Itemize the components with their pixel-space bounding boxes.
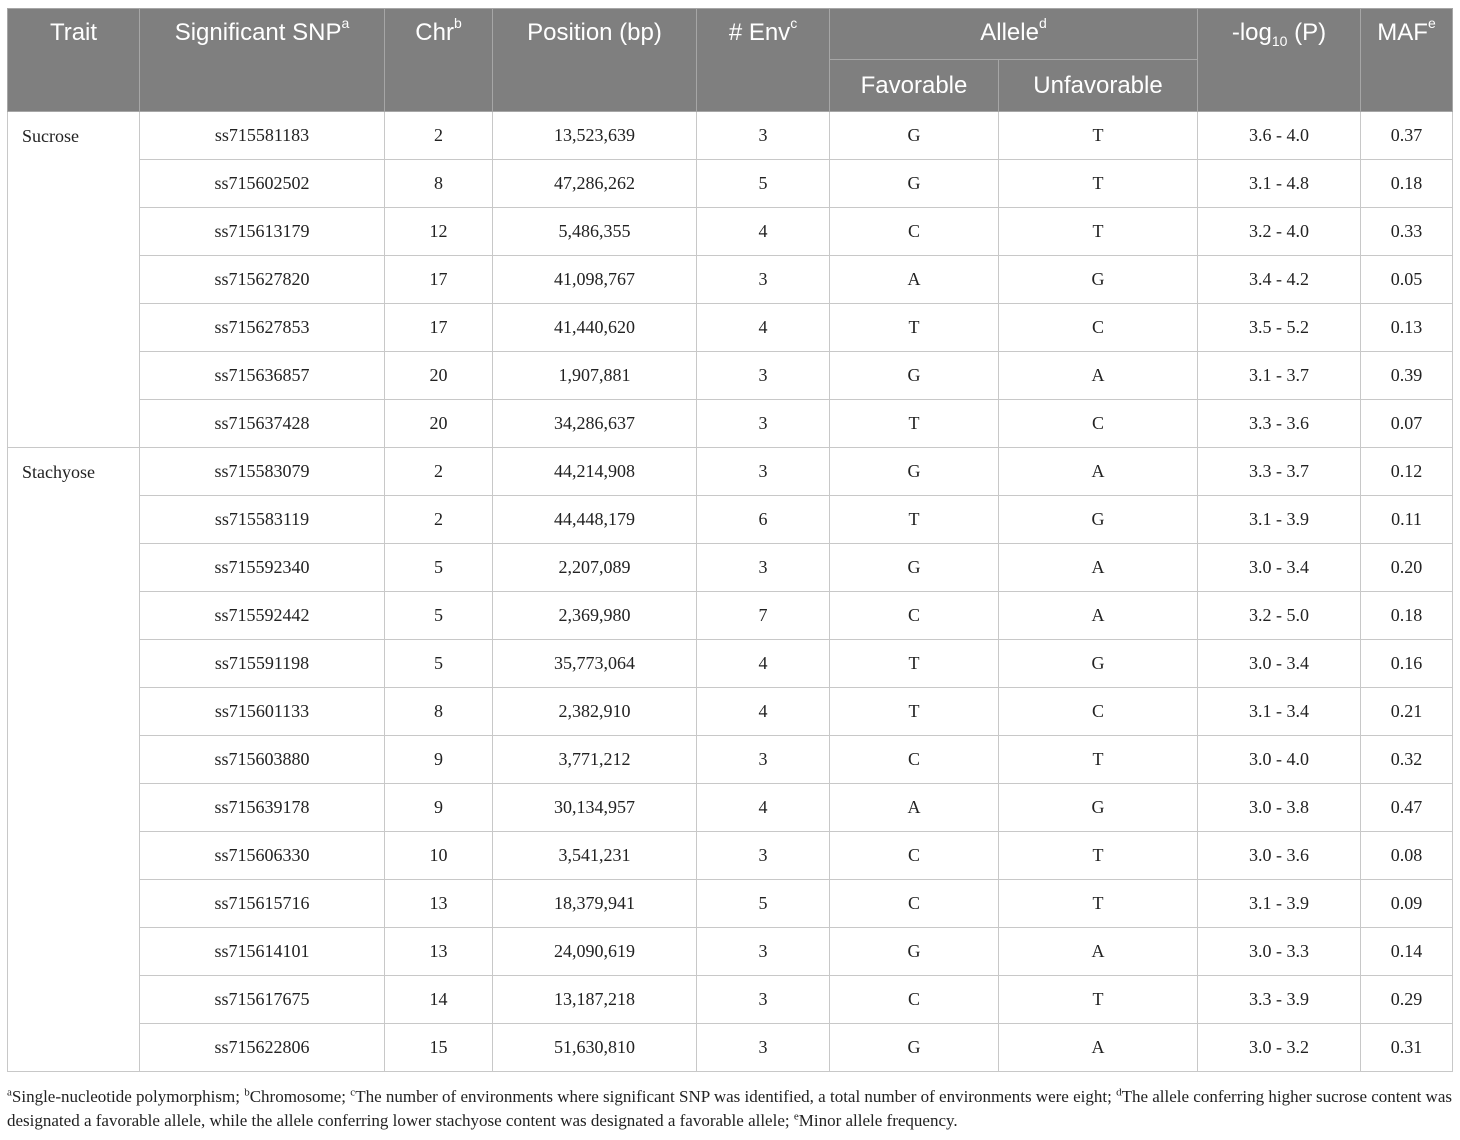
header-unfavorable: Unfavorable [999, 60, 1198, 112]
env-cell: 3 [697, 544, 830, 592]
favorable-allele-cell: A [830, 784, 999, 832]
env-cell: 4 [697, 208, 830, 256]
snp-cell: ss715617675 [140, 976, 385, 1024]
footnote-text: Minor allele frequency. [798, 1111, 958, 1130]
unfavorable-allele-cell: C [999, 400, 1198, 448]
env-cell: 3 [697, 928, 830, 976]
table-row [8, 496, 1453, 544]
footnote-mark: e [793, 1110, 799, 1123]
log-p-cell: 3.0 - 3.4 [1198, 640, 1361, 688]
env-cell: 3 [697, 976, 830, 1024]
maf-cell: 0.37 [1361, 112, 1453, 160]
chr-cell: 13 [385, 928, 493, 976]
table-row [8, 784, 1453, 832]
position-cell: 3,771,212 [493, 736, 697, 784]
chr-cell: 8 [385, 160, 493, 208]
chr-cell: 2 [385, 112, 493, 160]
log-p-cell: 3.0 - 3.8 [1198, 784, 1361, 832]
log-p-cell: 3.0 - 4.0 [1198, 736, 1361, 784]
table-row [8, 928, 1453, 976]
log-p-cell: 3.2 - 5.0 [1198, 592, 1361, 640]
favorable-allele-cell: C [830, 880, 999, 928]
favorable-allele-cell: C [830, 736, 999, 784]
position-cell: 3,541,231 [493, 832, 697, 880]
snp-table-container [7, 8, 1452, 1072]
snp-cell: ss715592340 [140, 544, 385, 592]
snp-cell: ss715583079 [140, 448, 385, 496]
maf-cell: 0.12 [1361, 448, 1453, 496]
env-cell: 7 [697, 592, 830, 640]
snp-cell: ss715613179 [140, 208, 385, 256]
position-cell: 30,134,957 [493, 784, 697, 832]
table-row [8, 640, 1453, 688]
footnote-mark: c [350, 1086, 356, 1099]
maf-cell: 0.18 [1361, 592, 1453, 640]
log-p-cell: 3.0 - 3.6 [1198, 832, 1361, 880]
significant-snp-table [7, 8, 1453, 1072]
unfavorable-allele-cell: A [999, 1024, 1198, 1072]
maf-cell: 0.39 [1361, 352, 1453, 400]
snp-cell: ss715606330 [140, 832, 385, 880]
env-cell: 5 [697, 160, 830, 208]
log-p-cell: 3.1 - 3.7 [1198, 352, 1361, 400]
table-row [8, 400, 1453, 448]
chr-cell: 12 [385, 208, 493, 256]
env-cell: 3 [697, 352, 830, 400]
position-cell: 1,907,881 [493, 352, 697, 400]
footnote-mark: b [244, 1086, 250, 1099]
log-p-cell: 3.4 - 4.2 [1198, 256, 1361, 304]
env-cell: 4 [697, 304, 830, 352]
trait-cell: Sucrose [8, 112, 140, 448]
snp-cell: ss715614101 [140, 928, 385, 976]
header-trait: Trait [8, 9, 140, 112]
log-p-cell: 3.0 - 3.4 [1198, 544, 1361, 592]
table-row [8, 160, 1453, 208]
snp-cell: ss715622806 [140, 1024, 385, 1072]
unfavorable-allele-cell: G [999, 256, 1198, 304]
favorable-allele-cell: G [830, 544, 999, 592]
position-cell: 2,382,910 [493, 688, 697, 736]
table-row [8, 592, 1453, 640]
maf-cell: 0.08 [1361, 832, 1453, 880]
footnote-mark: a [7, 1086, 12, 1099]
favorable-allele-cell: A [830, 256, 999, 304]
unfavorable-allele-cell: G [999, 496, 1198, 544]
log-p-cell: 3.0 - 3.3 [1198, 928, 1361, 976]
env-cell: 3 [697, 832, 830, 880]
snp-cell: ss715615716 [140, 880, 385, 928]
env-cell: 4 [697, 688, 830, 736]
log-p-cell: 3.1 - 3.9 [1198, 880, 1361, 928]
unfavorable-allele-cell: T [999, 208, 1198, 256]
table-row [8, 352, 1453, 400]
snp-cell: ss715627820 [140, 256, 385, 304]
maf-cell: 0.09 [1361, 880, 1453, 928]
table-row [8, 976, 1453, 1024]
snp-cell: ss715602502 [140, 160, 385, 208]
position-cell: 24,090,619 [493, 928, 697, 976]
header-maf: MAF$^e$ [1361, 9, 1453, 112]
favorable-allele-cell: T [830, 640, 999, 688]
env-cell: 3 [697, 256, 830, 304]
snp-cell: ss715636857 [140, 352, 385, 400]
snp-cell: ss715591198 [140, 640, 385, 688]
table-row [8, 544, 1453, 592]
unfavorable-allele-cell: T [999, 112, 1198, 160]
table-row [8, 832, 1453, 880]
position-cell: 35,773,064 [493, 640, 697, 688]
maf-cell: 0.16 [1361, 640, 1453, 688]
position-cell: 47,286,262 [493, 160, 697, 208]
favorable-allele-cell: C [830, 208, 999, 256]
table-row [8, 688, 1453, 736]
footnote-text: The allele conferring higher sucrose content was designated a favorable allele, while the allele conferring lower stachyose content was designated a favorable allele; [7, 1087, 1452, 1130]
chr-cell: 9 [385, 784, 493, 832]
chr-cell: 20 [385, 352, 493, 400]
footnote-text: The number of environments where significant SNP was identified, a total number of environments were eight; [355, 1087, 1117, 1106]
maf-cell: 0.14 [1361, 928, 1453, 976]
chr-cell: 8 [385, 688, 493, 736]
favorable-allele-cell: C [830, 976, 999, 1024]
header-position: Position (bp) [493, 9, 697, 112]
table-row [8, 448, 1453, 496]
env-cell: 3 [697, 1024, 830, 1072]
log-p-cell: 3.3 - 3.6 [1198, 400, 1361, 448]
table-row [8, 880, 1453, 928]
favorable-allele-cell: C [830, 592, 999, 640]
table-row [8, 736, 1453, 784]
snp-cell: ss715592442 [140, 592, 385, 640]
maf-cell: 0.18 [1361, 160, 1453, 208]
unfavorable-allele-cell: A [999, 592, 1198, 640]
snp-cell: ss715601133 [140, 688, 385, 736]
favorable-allele-cell: T [830, 400, 999, 448]
position-cell: 5,486,355 [493, 208, 697, 256]
header-favorable: Favorable [830, 60, 999, 112]
unfavorable-allele-cell: G [999, 784, 1198, 832]
chr-cell: 5 [385, 592, 493, 640]
table-row [8, 304, 1453, 352]
maf-cell: 0.47 [1361, 784, 1453, 832]
unfavorable-allele-cell: A [999, 352, 1198, 400]
table-footnotes [7, 1085, 1457, 1133]
position-cell: 41,440,620 [493, 304, 697, 352]
table-row [8, 112, 1453, 160]
position-cell: 44,214,908 [493, 448, 697, 496]
trait-cell: Stachyose [8, 448, 140, 1072]
maf-cell: 0.31 [1361, 1024, 1453, 1072]
log-p-cell: 3.6 - 4.0 [1198, 112, 1361, 160]
env-cell: 3 [697, 448, 830, 496]
env-cell: 6 [697, 496, 830, 544]
snp-cell: ss715603880 [140, 736, 385, 784]
chr-cell: 5 [385, 544, 493, 592]
log-p-cell: 3.1 - 3.9 [1198, 496, 1361, 544]
header-allele: Allele$^d$ [830, 9, 1198, 60]
header-log-p: $-\log_{10}$ (P) [1198, 9, 1361, 112]
position-cell: 13,187,218 [493, 976, 697, 1024]
position-cell: 13,523,639 [493, 112, 697, 160]
position-cell: 51,630,810 [493, 1024, 697, 1072]
unfavorable-allele-cell: T [999, 736, 1198, 784]
favorable-allele-cell: C [830, 832, 999, 880]
chr-cell: 20 [385, 400, 493, 448]
unfavorable-allele-cell: A [999, 448, 1198, 496]
env-cell: 4 [697, 784, 830, 832]
footnote-mark: d [1116, 1086, 1122, 1099]
log-p-cell: 3.1 - 4.8 [1198, 160, 1361, 208]
favorable-allele-cell: G [830, 160, 999, 208]
favorable-allele-cell: T [830, 496, 999, 544]
chr-cell: 2 [385, 496, 493, 544]
favorable-allele-cell: G [830, 928, 999, 976]
snp-cell: ss715639178 [140, 784, 385, 832]
table-body [8, 112, 1453, 1072]
position-cell: 34,286,637 [493, 400, 697, 448]
favorable-allele-cell: G [830, 1024, 999, 1072]
maf-cell: 0.29 [1361, 976, 1453, 1024]
snp-cell: ss715627853 [140, 304, 385, 352]
favorable-allele-cell: T [830, 688, 999, 736]
maf-cell: 0.21 [1361, 688, 1453, 736]
chr-cell: 5 [385, 640, 493, 688]
env-cell: 3 [697, 736, 830, 784]
table-row [8, 256, 1453, 304]
footnote-text: Chromosome; [249, 1087, 351, 1106]
log-p-cell: 3.3 - 3.9 [1198, 976, 1361, 1024]
chr-cell: 17 [385, 256, 493, 304]
snp-cell: ss715637428 [140, 400, 385, 448]
table-row [8, 1024, 1453, 1072]
chr-cell: 15 [385, 1024, 493, 1072]
chr-cell: 14 [385, 976, 493, 1024]
maf-cell: 0.33 [1361, 208, 1453, 256]
log-p-cell: 3.2 - 4.0 [1198, 208, 1361, 256]
maf-cell: 0.20 [1361, 544, 1453, 592]
table-row [8, 208, 1453, 256]
favorable-allele-cell: G [830, 352, 999, 400]
chr-cell: 2 [385, 448, 493, 496]
favorable-allele-cell: T [830, 304, 999, 352]
favorable-allele-cell: G [830, 448, 999, 496]
header-chr: Chr$^b$ [385, 9, 493, 112]
position-cell: 18,379,941 [493, 880, 697, 928]
env-cell: 3 [697, 112, 830, 160]
unfavorable-allele-cell: A [999, 928, 1198, 976]
header-significant-snp: Significant SNP$^a$ [140, 9, 385, 112]
env-cell: 5 [697, 880, 830, 928]
chr-cell: 13 [385, 880, 493, 928]
maf-cell: 0.32 [1361, 736, 1453, 784]
env-cell: 4 [697, 640, 830, 688]
maf-cell: 0.05 [1361, 256, 1453, 304]
log-p-cell: 3.0 - 3.2 [1198, 1024, 1361, 1072]
unfavorable-allele-cell: T [999, 880, 1198, 928]
unfavorable-allele-cell: T [999, 832, 1198, 880]
snp-cell: ss715583119 [140, 496, 385, 544]
favorable-allele-cell: G [830, 112, 999, 160]
unfavorable-allele-cell: A [999, 544, 1198, 592]
maf-cell: 0.11 [1361, 496, 1453, 544]
log-p-cell: 3.1 - 3.4 [1198, 688, 1361, 736]
unfavorable-allele-cell: T [999, 160, 1198, 208]
maf-cell: 0.13 [1361, 304, 1453, 352]
chr-cell: 9 [385, 736, 493, 784]
position-cell: 2,207,089 [493, 544, 697, 592]
position-cell: 41,098,767 [493, 256, 697, 304]
chr-cell: 17 [385, 304, 493, 352]
chr-cell: 10 [385, 832, 493, 880]
env-cell: 3 [697, 400, 830, 448]
position-cell: 44,448,179 [493, 496, 697, 544]
maf-cell: 0.07 [1361, 400, 1453, 448]
table-header [8, 9, 1453, 112]
footnote-text: Single-nucleotide polymorphism; [11, 1087, 245, 1106]
unfavorable-allele-cell: C [999, 304, 1198, 352]
unfavorable-allele-cell: C [999, 688, 1198, 736]
snp-cell: ss715581183 [140, 112, 385, 160]
position-cell: 2,369,980 [493, 592, 697, 640]
unfavorable-allele-cell: G [999, 640, 1198, 688]
header-env: # Env$^c$ [697, 9, 830, 112]
log-p-cell: 3.3 - 3.7 [1198, 448, 1361, 496]
unfavorable-allele-cell: T [999, 976, 1198, 1024]
log-p-cell: 3.5 - 5.2 [1198, 304, 1361, 352]
